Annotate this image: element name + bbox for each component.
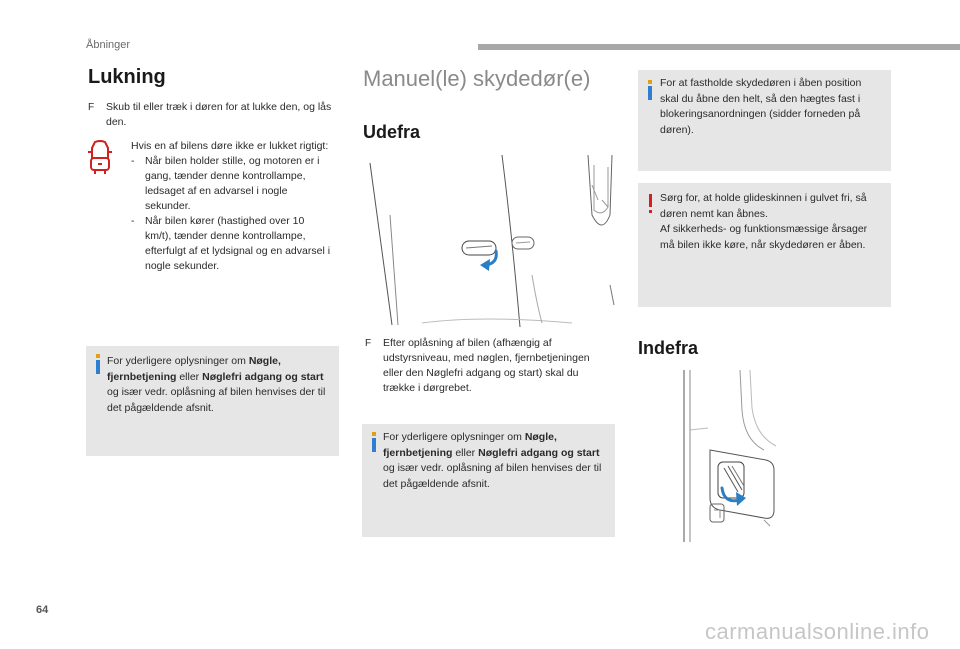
middle-bullet [365,336,610,396]
middle-subtitle: Udefra [363,122,421,142]
note-text-part: og især vedr. oplåsning af bilen henvises der til det pågældende afsnit. [107,386,326,414]
middle-title: Manuel(le) skydedør(e) [363,66,591,91]
info-icon-bar [648,86,652,100]
info-icon-bar [372,438,376,452]
warning-icon-dot [649,210,652,213]
info-icon [372,432,376,436]
list-dash: - [131,215,135,227]
left-bullet [88,100,338,130]
note-bold-part: Nøgle, fjernbetjening [107,355,281,383]
list-item-text: Når bilen kører (hastighed over 10 km/t), tænder denne kontrollampe, efterfulgt af et lydsignal og en advarsel i nogle sekunder. [145,215,331,272]
warning-para-1: Sørg for, at holde glideskinnen i gulvet fri, så døren nemt kan åbnes. [660,192,867,220]
info-icon [96,354,100,358]
page-number: 64 [36,604,49,616]
left-warning-block [131,139,331,274]
info-icon-bar [96,360,100,374]
right-info-text: For at fastholde skydedøren i åben position skal du åbne den helt, så den hægtes fast i blokeringsanordningen (sidder forneden på døren). [660,77,862,136]
left-note-text [107,354,329,416]
note-text-part: eller [176,370,203,383]
header-bar [478,44,960,50]
interior-door-illustration [680,370,790,542]
note-text-part: og især vedr. oplåsning af bilen henvises der til det pågældende afsnit. [383,462,602,490]
exterior-door-illustration [362,155,616,327]
note-bold-part: Nøglefri adgang og start [202,370,324,383]
right-info-note [638,70,891,171]
left-info-note [86,346,339,456]
note-text-part: For yderligere oplysninger om [107,355,249,367]
bullet-glyph: F [88,102,95,113]
middle-info-note [362,424,615,537]
bullet-glyph: F [365,338,372,349]
right-warning-note [638,183,891,307]
section-header: Åbninger [86,39,131,51]
left-title: Lukning [88,66,166,88]
list-item-text: Når bilen holder stille, og motoren er i gang, tænder denne kontrollampe, ledsaget af en advarsel i nogle sekunder. [145,155,320,212]
left-warning-intro: Hvis en af bilens døre ikke er lukket rigtigt: [131,140,329,152]
warning-icon [649,194,652,207]
left-warning-list [131,154,331,274]
right-subtitle: Indefra [638,338,699,358]
middle-bullet-text: Efter oplåsning af bilen (afhængig af udstyrsniveau, med nøglen, fjernbetjeningen eller den Nøglefri adgang og start) skal du trække i dørgrebet. [383,337,590,394]
note-bold-part: Nøgle, fjernbetjening [383,431,557,459]
watermark: carmanualsonline.info [705,619,930,644]
door-open-warning-icon [86,140,114,176]
warning-para-2: Af sikkerheds- og funktionsmæssige årsager må bilen ikke køre, når skydedøren er åben. [660,223,868,251]
right-warning-text [660,191,882,253]
note-bold-part: Nøglefri adgang og start [478,446,600,459]
list-dash: - [131,155,135,167]
note-text-part: eller [452,446,479,459]
list-item [131,154,331,214]
left-bullet-text: Skub til eller træk i døren for at lukke den, og lås den. [106,101,332,128]
middle-note-text [383,430,605,492]
note-text-part: For yderligere oplysninger om [383,431,525,443]
info-icon [648,80,652,84]
list-item [131,214,331,274]
